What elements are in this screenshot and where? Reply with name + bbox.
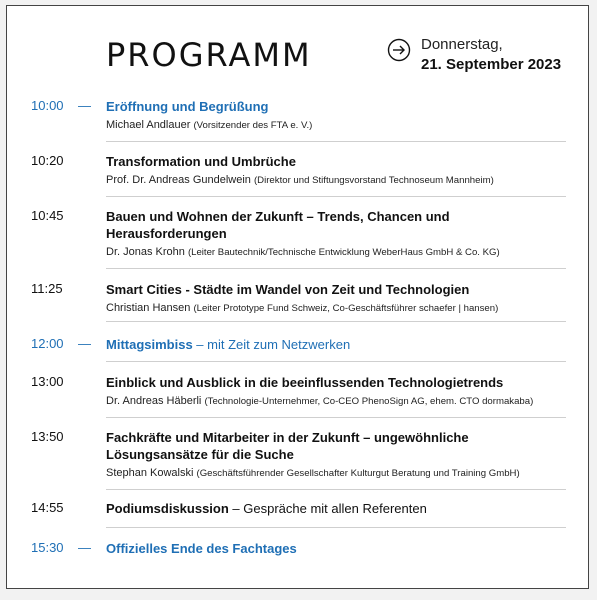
speaker-role: (Geschäftsführender Gesellschafter Kulturgut Beratung und Training GmbH): [196, 468, 520, 479]
speaker-name: Dr. Andreas Häberli: [106, 395, 202, 407]
item-speaker: [106, 466, 520, 481]
item-title-main: Podiumsdiskussion: [106, 501, 229, 516]
item-time: 11:25: [31, 281, 63, 296]
item-title: Einblick und Ausblick in die beeinflussenden Technologietrends: [106, 375, 504, 390]
speaker-role: (Direktor und Stiftungsvorstand Technoseum Mannheim): [253, 175, 494, 186]
item-title-suffix: – mit Zeit zum Netzwerken: [192, 337, 351, 352]
separator: [106, 268, 566, 269]
speaker-name: Michael Andlauer: [106, 119, 191, 131]
separator: [106, 417, 566, 418]
separator: [106, 141, 566, 142]
date-weekday: Donnerstag,: [421, 36, 503, 53]
item-title: [106, 336, 566, 353]
item-title: Fachkräfte und Mitarbeiter in der Zukunft – ungewöhnliche Lösungsansätze für die Suche: [106, 430, 469, 462]
speaker-name: Dr. Jonas Krohn: [106, 246, 185, 258]
item-title: Smart Cities - Städte im Wandel von Zeit und Technologien: [106, 282, 470, 297]
arrow-right-circle-icon: [387, 38, 411, 62]
item-time: 10:45: [31, 208, 64, 223]
separator: [106, 489, 566, 490]
separator: [106, 527, 566, 528]
page-title: PROGRAMM: [106, 36, 312, 74]
item-speaker: [106, 173, 566, 188]
speaker-role: (Vorsitzender des FTA e. V.): [193, 120, 313, 131]
item-title: Transformation und Umbrüche: [106, 154, 296, 169]
item-title-suffix: – Gespräche mit allen Referenten: [228, 501, 427, 516]
speaker-role: (Technologie-Unternehmer, Co-CEO PhenoSign AG, ehem. CTO dormakaba): [204, 396, 534, 407]
item-time: 13:50: [31, 429, 64, 444]
item-time: 10:20: [31, 153, 64, 168]
item-speaker: [106, 245, 500, 260]
item-time: 15:30: [31, 540, 64, 555]
speaker-role: (Leiter Bautechnik/Technische Entwicklung WeberHaus GmbH & Co. KG): [187, 247, 500, 258]
item-time: 12:00: [31, 336, 64, 351]
item-time: 10:00: [31, 98, 64, 113]
speaker-name: Prof. Dr. Andreas Gundelwein: [106, 174, 251, 186]
item-dash: —: [78, 98, 91, 113]
item-time: 13:00: [31, 374, 64, 389]
separator: [106, 321, 566, 322]
speaker-name: Stephan Kowalski: [106, 467, 194, 479]
item-title: [106, 500, 566, 517]
item-dash: —: [78, 336, 91, 351]
item-speaker: [106, 301, 566, 316]
item-title: Bauen und Wohnen der Zukunft – Trends, Chancen und Herausforderungen: [106, 209, 450, 241]
speaker-name: Christian Hansen: [106, 302, 191, 314]
item-speaker: [106, 394, 566, 409]
speaker-role: (Leiter Prototype Fund Schweiz, Co-Geschäftsführer schaefer | hansen): [193, 303, 499, 314]
separator: [106, 361, 566, 362]
item-title: Eröffnung und Begrüßung: [106, 99, 269, 114]
date-full: 21. September 2023: [421, 56, 562, 73]
item-time: 14:55: [31, 500, 64, 515]
separator: [106, 196, 566, 197]
item-dash: —: [78, 540, 91, 555]
item-title: Offizielles Ende des Fachtages: [106, 541, 297, 556]
item-title-main: Mittagsimbiss: [106, 337, 193, 352]
item-speaker: [106, 118, 566, 133]
